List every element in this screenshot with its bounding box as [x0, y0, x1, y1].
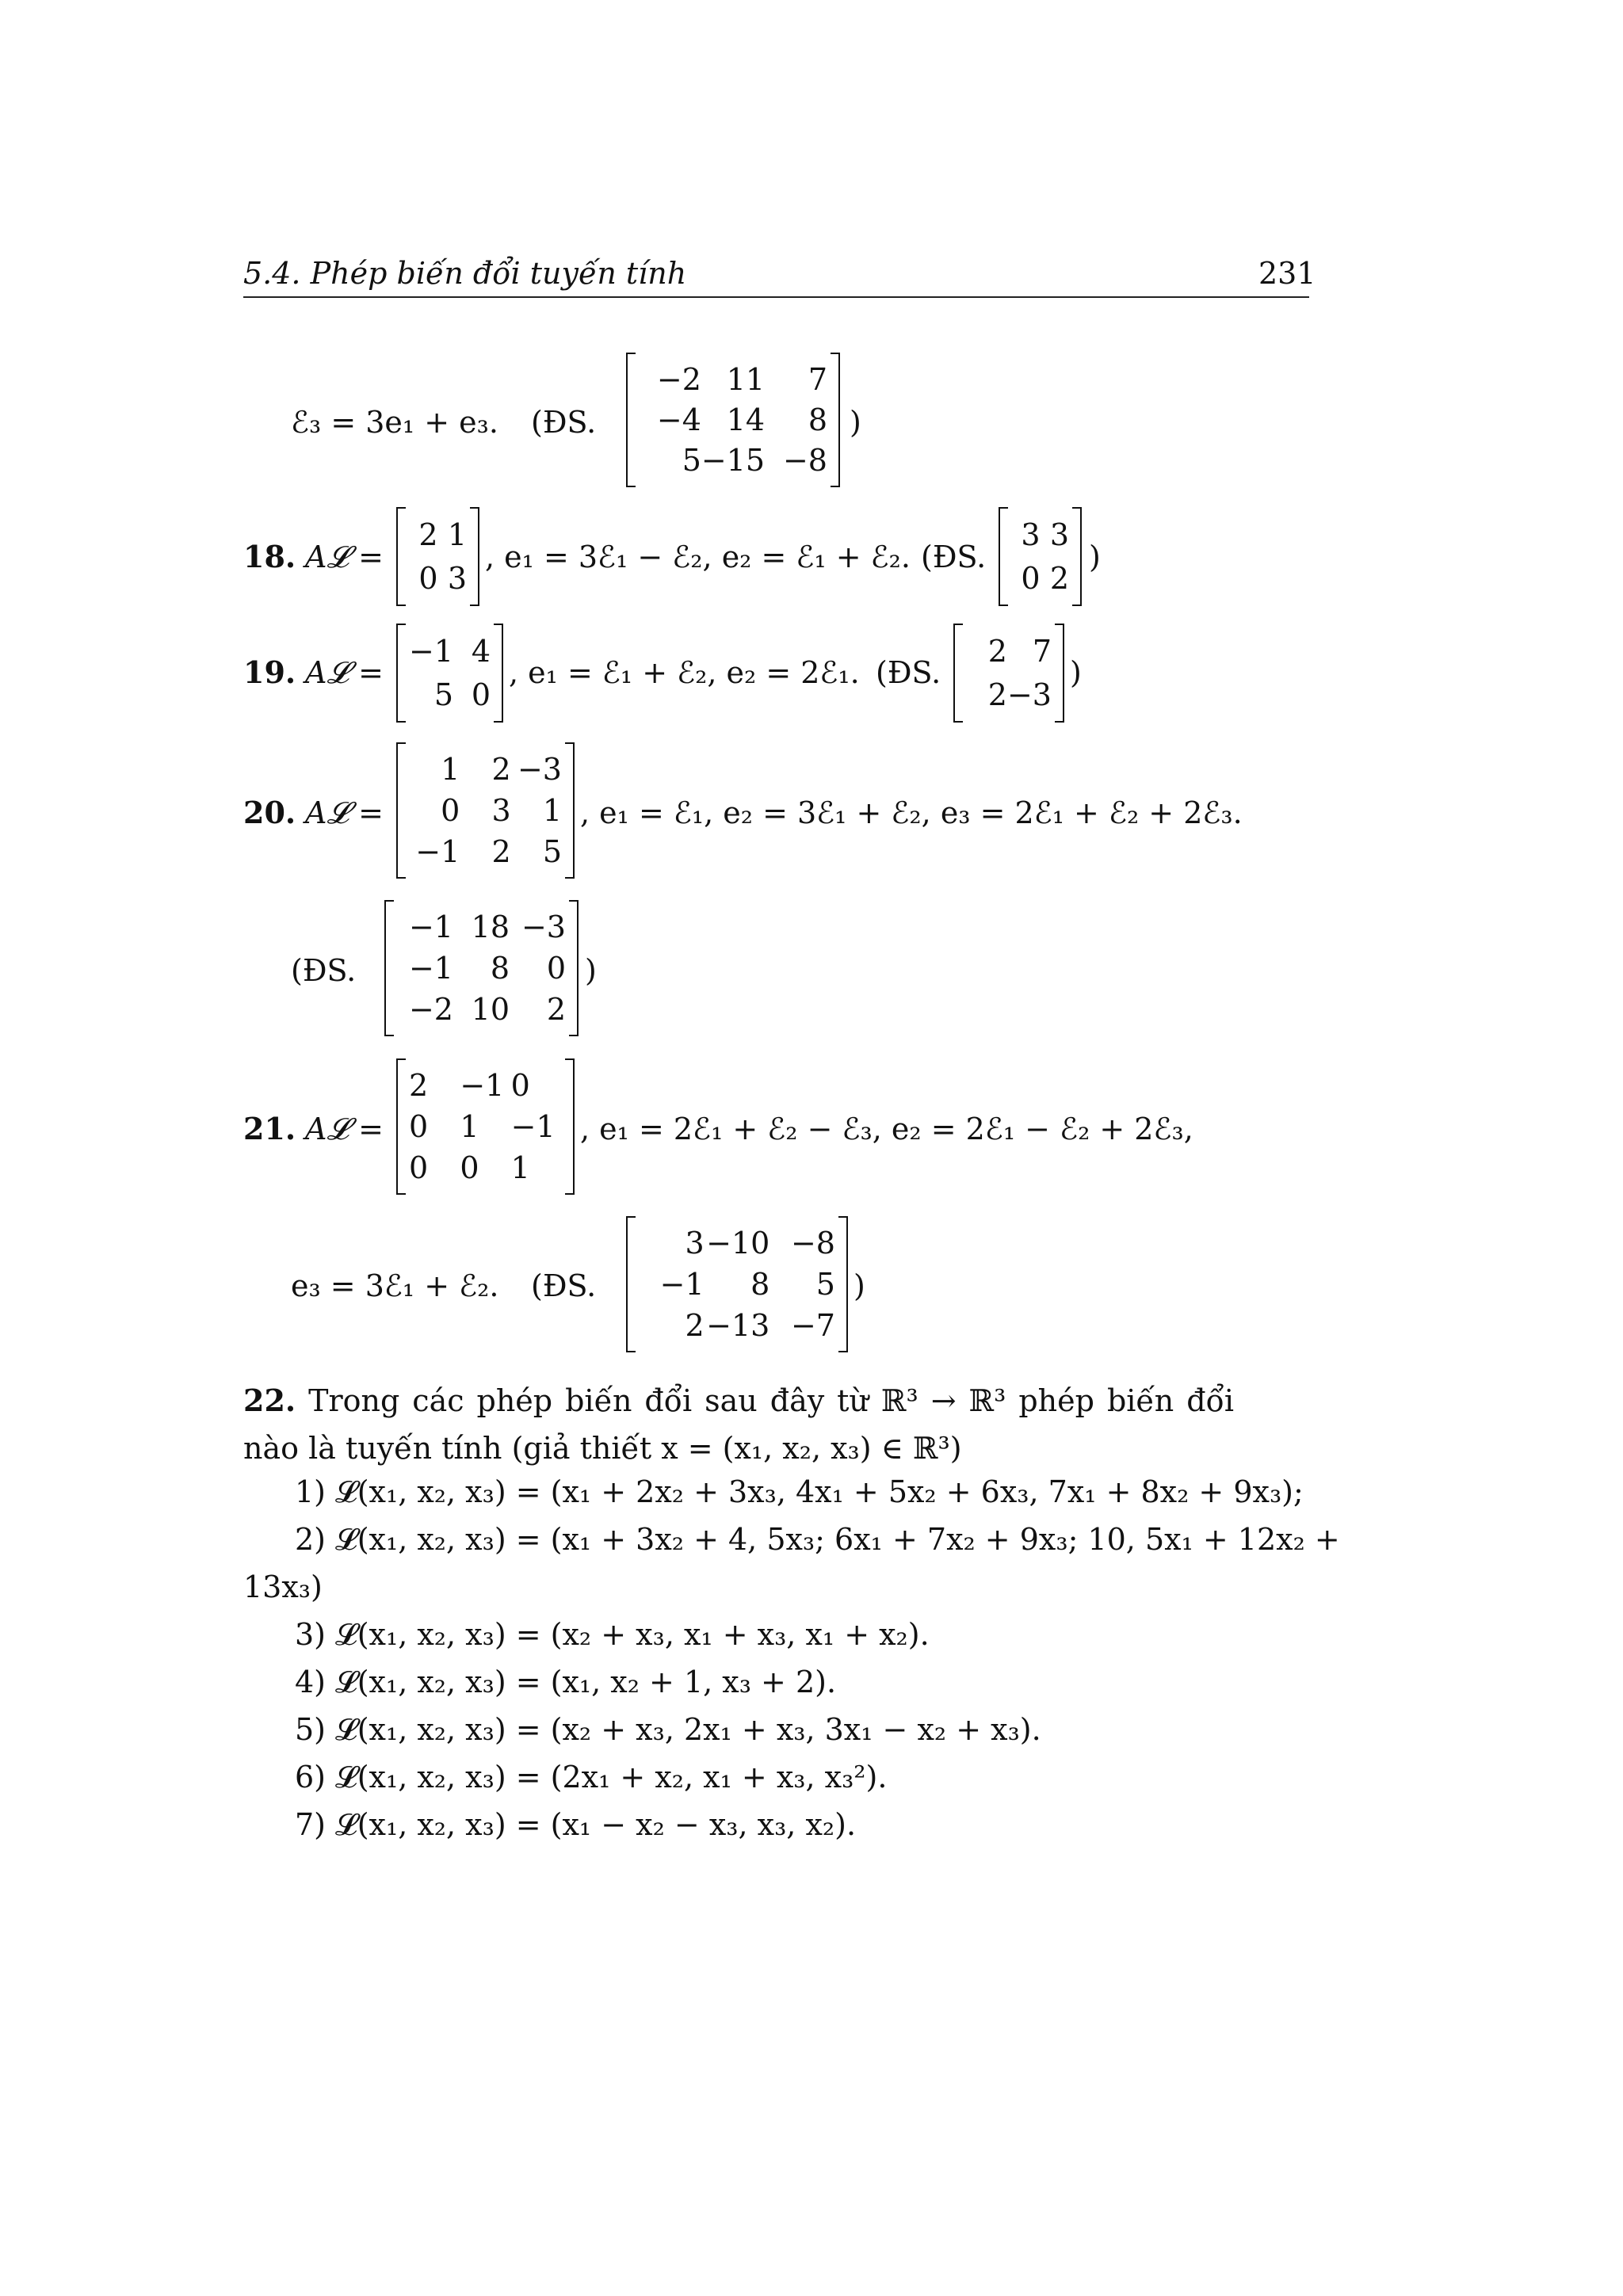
- p22-intro: 22. Trong các phép biến đổi sau đây từ ℝ³ → ℝ³ phép biến đổi nào là tuyến tính (giả thiết x = (x₁, x₂, x₃) ∈ ℝ³): [243, 1383, 1234, 1466]
- p20-number: 20.: [243, 795, 296, 830]
- p20-matrix: [396, 742, 575, 879]
- matrix-cell: 8: [490, 951, 510, 986]
- matrix-cell: 1: [460, 1109, 479, 1144]
- p22-item-4: 4) 𝓛(x₁, x₂, x₃) = (x₁, x₂ + 1, x₃ + 2).: [295, 1665, 837, 1699]
- matrix-cell: 18: [471, 910, 510, 944]
- matrix-cell: −3: [517, 752, 562, 787]
- p22-item-2-cont: 13x₃): [243, 1569, 323, 1604]
- matrix-cell: −1: [460, 1068, 505, 1103]
- matrix-cell: 3: [491, 793, 511, 828]
- matrix-cell: −4: [656, 402, 701, 437]
- matrix-cell: 4: [471, 634, 491, 669]
- matrix-cell: −1: [510, 1109, 556, 1144]
- p17-close: ): [850, 405, 861, 440]
- matrix-cell: 2: [418, 517, 438, 553]
- matrix-cell: 3: [1049, 517, 1069, 553]
- p20-rest: , e₁ = ℰ₁, e₂ = 3ℰ₁ + ℰ₂, e₃ = 2ℰ₁ + ℰ₂ + 2ℰ₃.: [580, 795, 1243, 830]
- matrix-cell: 1: [542, 793, 562, 828]
- running-head: 5.4. Phép biến đổi tuyến tính: [243, 256, 687, 291]
- matrix-cell: 5: [542, 834, 562, 869]
- matrix-cell: 5: [682, 443, 701, 479]
- matrix-cell: 0: [409, 1109, 429, 1144]
- matrix-cell: −8: [790, 1226, 835, 1261]
- matrix-cell: 2: [409, 1068, 429, 1103]
- matrix-cell: 1: [510, 1150, 530, 1185]
- p19-answer-label: (ĐS.: [876, 655, 941, 690]
- matrix-cell: 2: [987, 677, 1007, 712]
- p21-number: 21.: [243, 1111, 296, 1146]
- p19-rest: , e₁ = ℰ₁ + ℰ₂, e₂ = 2ℰ₁.: [509, 655, 860, 690]
- p17-answer-label: (ĐS.: [531, 405, 597, 440]
- p22-item-7: 7) 𝓛(x₁, x₂, x₃) = (x₁ − x₂ − x₃, x₃, x₂).: [295, 1807, 857, 1842]
- matrix-cell: 0: [510, 1068, 530, 1103]
- p18-number: 18.: [243, 539, 296, 574]
- matrix-cell: −1: [415, 834, 460, 869]
- matrix-cell: 0: [418, 560, 438, 596]
- p21-answer-matrix: [626, 1216, 848, 1352]
- p19-lhs: A𝓛 =: [305, 655, 384, 690]
- matrix-cell: 2: [491, 834, 511, 869]
- p22-item-5: 5) 𝓛(x₁, x₂, x₃) = (x₂ + x₃, 2x₁ + x₃, 3x₁ − x₂ + x₃).: [295, 1712, 1041, 1747]
- p21-lhs: A𝓛 =: [305, 1112, 384, 1146]
- p22-item-2: 2) 𝓛(x₁, x₂, x₃) = (x₁ + 3x₂ + 4, 5x₃; 6x₁ + 7x₂ + 9x₃; 10, 5x₁ + 12x₂ +: [295, 1522, 1340, 1557]
- matrix-cell: 2: [987, 634, 1007, 669]
- p20-answer-matrix: [384, 900, 579, 1036]
- p22-item-1: 1) 𝓛(x₁, x₂, x₃) = (x₁ + 2x₂ + 3x₃, 4x₁ + 5x₂ + 6x₃, 7x₁ + 8x₂ + 9x₃);: [295, 1474, 1304, 1509]
- matrix-cell: 2: [1049, 560, 1069, 596]
- matrix-cell: 2: [685, 1308, 705, 1343]
- matrix-cell: −3: [521, 910, 566, 944]
- matrix-cell: −1: [408, 910, 453, 944]
- p21-close: ): [854, 1268, 865, 1303]
- header-rule: [243, 296, 1309, 298]
- p21-matrix: [396, 1058, 575, 1195]
- matrix-cell: 2: [491, 752, 511, 787]
- matrix-cell: −8: [782, 443, 827, 479]
- matrix-cell: 5: [815, 1267, 835, 1302]
- matrix-cell: 8: [808, 402, 827, 437]
- p19-close: ): [1070, 655, 1082, 690]
- page-number: 231: [1258, 256, 1316, 291]
- p18-matrix: [396, 507, 479, 606]
- p18-rest: , e₁ = 3ℰ₁ − ℰ₂, e₂ = ℰ₁ + ℰ₂.: [485, 540, 911, 574]
- matrix-cell: 14: [726, 402, 766, 437]
- p22-item-3: 3) 𝓛(x₁, x₂, x₃) = (x₂ + x₃, x₁ + x₃, x₁ + x₂).: [295, 1617, 930, 1652]
- p22-item-6: 6) 𝓛(x₁, x₂, x₃) = (2x₁ + x₂, x₁ + x₃, x₃²).: [295, 1760, 888, 1794]
- p18-answer-label: (ĐS.: [921, 540, 987, 574]
- matrix-cell: 8: [750, 1267, 770, 1302]
- matrix-cell: 5: [433, 677, 454, 712]
- matrix-cell: 3: [685, 1226, 705, 1261]
- p19-matrix: [396, 624, 503, 723]
- matrix-cell: −1: [409, 634, 454, 669]
- p20-lhs: A𝓛 =: [305, 795, 384, 830]
- matrix-cell: −15: [701, 443, 766, 479]
- p17-answer-matrix: [626, 353, 840, 487]
- matrix-cell: −2: [656, 361, 701, 397]
- matrix-cell: −13: [706, 1308, 770, 1343]
- matrix-cell: 0: [1021, 560, 1041, 596]
- matrix-cell: 0: [441, 793, 460, 828]
- matrix-cell: −2: [408, 992, 453, 1027]
- p18-answer-matrix: [999, 507, 1082, 606]
- matrix-cell: 0: [471, 677, 491, 712]
- matrix-cell: −10: [706, 1226, 770, 1261]
- matrix-cell: 3: [1021, 517, 1041, 553]
- matrix-cell: 3: [447, 560, 467, 596]
- matrix-cell: −7: [790, 1308, 835, 1343]
- matrix-cell: −1: [659, 1267, 705, 1302]
- p19-number: 19.: [243, 654, 296, 690]
- matrix-cell: −1: [408, 951, 453, 986]
- p21-answer-label: (ĐS.: [531, 1268, 597, 1303]
- matrix-cell: 2: [546, 992, 566, 1027]
- p21-cont: e₃ = 3ℰ₁ + ℰ₂.: [291, 1268, 499, 1303]
- matrix-cell: 0: [409, 1150, 429, 1185]
- p18-close: ): [1089, 540, 1101, 574]
- p20-close: ): [585, 953, 597, 988]
- matrix-cell: −3: [1006, 677, 1052, 712]
- matrix-cell: 7: [1032, 634, 1052, 669]
- matrix-cell: 11: [726, 361, 766, 397]
- matrix-cell: 7: [808, 361, 827, 397]
- matrix-cell: 10: [471, 992, 510, 1027]
- p21-rest: , e₁ = 2ℰ₁ + ℰ₂ − ℰ₃, e₂ = 2ℰ₁ − ℰ₂ + 2ℰ₃,: [580, 1112, 1193, 1146]
- matrix-cell: 0: [460, 1150, 479, 1185]
- matrix-cell: 1: [447, 517, 467, 553]
- matrix-cell: 1: [441, 752, 460, 787]
- p17-prefix: ℰ₃ = 3e₁ + e₃.: [291, 405, 498, 440]
- p18-lhs: A𝓛 =: [305, 540, 384, 574]
- p19-answer-matrix: [953, 624, 1064, 723]
- p20-answer-label: (ĐS.: [291, 953, 357, 988]
- matrix-cell: 0: [546, 951, 566, 986]
